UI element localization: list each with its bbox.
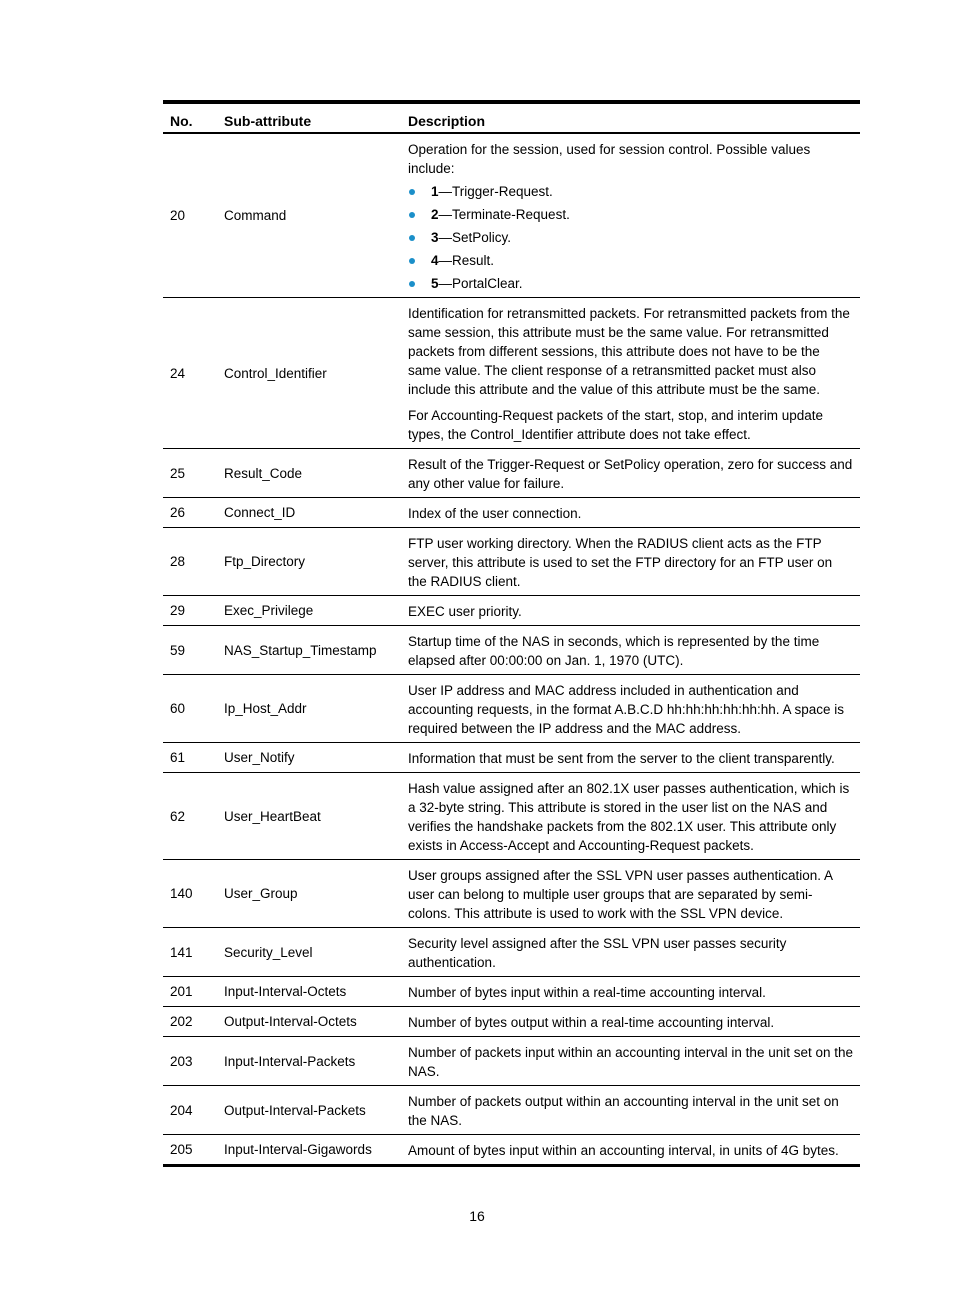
- attribute-description: [401, 1007, 860, 1037]
- description-paragraph: Number of packets output within an accounting interval in the unit set on the NAS.: [408, 1094, 839, 1128]
- description-paragraph: Information that must be sent from the server to the client transparently.: [408, 751, 835, 766]
- description-paragraph: Index of the user connection.: [408, 506, 582, 521]
- bullet-icon: [409, 235, 415, 241]
- attribute-name: Output-Interval-Packets: [217, 1086, 401, 1135]
- attribute-description: [401, 1135, 860, 1166]
- attribute-description: [401, 449, 860, 498]
- value-code: 5: [431, 276, 439, 291]
- attribute-name: User_Group: [217, 860, 401, 928]
- attribute-description: [401, 743, 860, 773]
- attribute-description: [401, 626, 860, 675]
- sub-attribute-table: [163, 100, 860, 1167]
- attribute-name: Output-Interval-Octets: [217, 1007, 401, 1037]
- attribute-name: User_HeartBeat: [217, 773, 401, 860]
- attribute-description: [401, 528, 860, 596]
- attribute-number: 205: [163, 1135, 217, 1166]
- bullet-icon: [409, 281, 415, 287]
- description-paragraph: Hash value assigned after an 802.1X user passes authentication, which is a 32-byte string. This attribute is stored in the user list on the NAS and verifies the handshake packets from the 802.1X user. This attribute only exists in Access-Accept and Accounting-Request packets.: [408, 781, 850, 853]
- attribute-name: Input-Interval-Octets: [217, 977, 401, 1007]
- table-header: [163, 102, 860, 133]
- attribute-description: [401, 860, 860, 928]
- description-paragraph: Number of packets input within an accounting interval in the unit set on the NAS.: [408, 1045, 854, 1079]
- attribute-description: [401, 298, 860, 449]
- description-paragraph: Result of the Trigger-Request or SetPolicy operation, zero for success and any other value for failure.: [408, 457, 853, 491]
- attribute-name: Connect_ID: [217, 498, 401, 528]
- table-row: [163, 498, 860, 528]
- attribute-description: [401, 675, 860, 743]
- table-row: [163, 1037, 860, 1086]
- value-code: 3: [431, 230, 439, 245]
- value-list-item: [408, 274, 853, 293]
- attribute-description: [401, 596, 860, 626]
- attribute-name: Ip_Host_Addr: [217, 675, 401, 743]
- attribute-description: [401, 498, 860, 528]
- value-label: —Terminate-Request.: [438, 207, 570, 222]
- table-row: [163, 133, 860, 298]
- attribute-name: Ftp_Directory: [217, 528, 401, 596]
- value-list-item: [408, 205, 853, 224]
- description-paragraph: Amount of bytes input within an accounting interval, in units of 4G bytes.: [408, 1143, 839, 1158]
- attribute-name: Input-Interval-Gigawords: [217, 1135, 401, 1166]
- description-paragraph: FTP user working directory. When the RADIUS client acts as the FTP server, this attribute is used to set the FTP directory for an FTP user on the RADIUS client.: [408, 536, 833, 589]
- table-row: [163, 675, 860, 743]
- table-row: [163, 449, 860, 498]
- attribute-name: Exec_Privilege: [217, 596, 401, 626]
- attribute-number: 61: [163, 743, 217, 773]
- value-list-item: [408, 182, 853, 201]
- attribute-number: 26: [163, 498, 217, 528]
- table-row: [163, 860, 860, 928]
- header-sub-attribute: Sub-attribute: [224, 113, 312, 129]
- table-row: [163, 1135, 860, 1166]
- value-list-item: [408, 251, 853, 270]
- header-no: No.: [170, 113, 193, 129]
- page-number: 16: [469, 1208, 485, 1224]
- table-body: [163, 133, 860, 1166]
- table-row: [163, 596, 860, 626]
- value-code: 1: [431, 184, 439, 199]
- header-description: Description: [408, 113, 486, 129]
- table-row: [163, 1086, 860, 1135]
- bullet-icon: [409, 189, 415, 195]
- attribute-name: Security_Level: [217, 928, 401, 977]
- description-paragraph: Startup time of the NAS in seconds, which is represented by the time elapsed after 00:00:00 on Jan. 1, 1970 (UTC).: [408, 634, 820, 668]
- attribute-number: 59: [163, 626, 217, 675]
- value-list-item: [408, 228, 853, 247]
- attribute-description: [401, 928, 860, 977]
- attribute-name: Result_Code: [217, 449, 401, 498]
- attribute-description: [401, 133, 860, 298]
- attribute-number: 24: [163, 298, 217, 449]
- attribute-number: 204: [163, 1086, 217, 1135]
- description-paragraph: EXEC user priority.: [408, 604, 522, 619]
- table-row: [163, 928, 860, 977]
- bullet-icon: [409, 212, 415, 218]
- description-paragraph: For Accounting-Request packets of the start, stop, and interim update types, the Control_Identifier attribute does not take effect.: [408, 408, 823, 442]
- attribute-name: Control_Identifier: [217, 298, 401, 449]
- attribute-description: [401, 773, 860, 860]
- value-code: 4: [431, 253, 439, 268]
- attribute-number: 60: [163, 675, 217, 743]
- attribute-number: 141: [163, 928, 217, 977]
- value-label: —SetPolicy.: [438, 230, 512, 245]
- description-paragraph: User groups assigned after the SSL VPN user passes authentication. A user can belong to multiple user groups that are separated by semi-colons. This attribute is used to work with the SSL VPN device.: [408, 868, 833, 921]
- attribute-table-container: [163, 100, 860, 1167]
- attribute-number: 201: [163, 977, 217, 1007]
- attribute-number: 20: [163, 133, 217, 298]
- table-row: [163, 528, 860, 596]
- attribute-description: [401, 1086, 860, 1135]
- attribute-name: NAS_Startup_Timestamp: [217, 626, 401, 675]
- value-code: 2: [431, 207, 439, 222]
- attribute-number: 25: [163, 449, 217, 498]
- table-row: [163, 773, 860, 860]
- value-label: —Result.: [438, 253, 495, 268]
- attribute-name: Input-Interval-Packets: [217, 1037, 401, 1086]
- description-paragraph: Identification for retransmitted packets. For retransmitted packets from the same session, this attribute must be the same value. For retransmitted packets from different sessions, this attribute does not have to be the same value. The client response of a retransmitted packet must also include this attribute and the value of this attribute must be the same.: [408, 306, 850, 397]
- value-list: [408, 182, 853, 293]
- attribute-number: 62: [163, 773, 217, 860]
- description-paragraph: User IP address and MAC address included in authentication and accounting requests, in the format A.B.C.D hh:hh:hh:hh:hh:hh. A space is required between the IP address and the MAC address.: [408, 683, 845, 736]
- attribute-name: User_Notify: [217, 743, 401, 773]
- value-label: —Trigger-Request.: [438, 184, 553, 199]
- attribute-number: 140: [163, 860, 217, 928]
- table-row: [163, 977, 860, 1007]
- attribute-number: 29: [163, 596, 217, 626]
- attribute-name: Command: [217, 133, 401, 298]
- table-row: [163, 1007, 860, 1037]
- attribute-number: 202: [163, 1007, 217, 1037]
- description-paragraph: Operation for the session, used for session control. Possible values include:: [408, 142, 811, 176]
- table-row: [163, 626, 860, 675]
- bullet-icon: [409, 258, 415, 264]
- attribute-description: [401, 1037, 860, 1086]
- description-paragraph: Number of bytes output within a real-time accounting interval.: [408, 1015, 775, 1030]
- header-row: [163, 102, 860, 133]
- attribute-number: 28: [163, 528, 217, 596]
- attribute-number: 203: [163, 1037, 217, 1086]
- attribute-description: [401, 977, 860, 1007]
- table-row: [163, 743, 860, 773]
- value-label: —PortalClear.: [438, 276, 523, 291]
- table-row: [163, 298, 860, 449]
- description-paragraph: Security level assigned after the SSL VPN user passes security authentication.: [408, 936, 787, 970]
- description-paragraph: Number of bytes input within a real-time accounting interval.: [408, 985, 766, 1000]
